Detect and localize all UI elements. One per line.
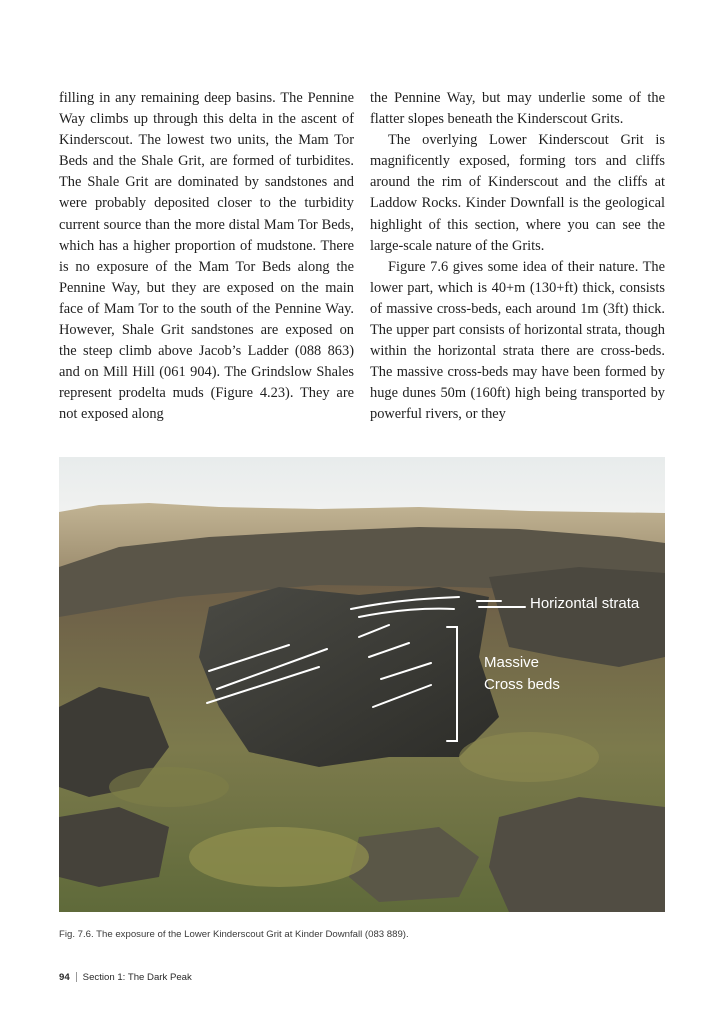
- figure-photo-kinder-downfall: [59, 457, 665, 912]
- figure-caption: Fig. 7.6. The exposure of the Lower Kinderscout Grit at Kinder Downfall (083 889).: [59, 929, 409, 940]
- lower-right-rocks: [489, 797, 665, 912]
- paragraph: the Pennine Way, but may underlie some of the flatter slopes beneath the Kinderscout Grits.: [370, 90, 665, 128]
- right-text-column: [370, 88, 665, 426]
- grass-patch: [189, 827, 369, 887]
- paragraph: Figure 7.6 gives some idea of their nature. The lower part, which is 40+m (130+ft) thick, consists of massive cross-beds, each around 1m (3ft) thick. The upper part consists of horizontal strata, though within the horizontal strata there are cross-beds. The massive cross-beds may have been formed by huge dunes 50m (160ft) high being transported by powerful rivers, or they: [370, 258, 665, 423]
- page-number: 94: [59, 972, 70, 983]
- paragraph: The overlying Lower Kinderscout Grit is magnificently exposed, forming tors and cliffs around the rim of Kinderscout and the cliffs at Laddow Rocks. Kinder Downfall is the geological highlight of this section, where you can see the large-scale nature of the Grits.: [370, 132, 665, 254]
- label-massive: Massive: [484, 654, 540, 671]
- page-footer: [59, 972, 192, 983]
- section-title: Section 1: The Dark Peak: [82, 972, 192, 983]
- label-cross-beds: Cross beds: [484, 676, 560, 693]
- footer-divider: [76, 972, 77, 982]
- label-horizontal-strata: Horizontal strata: [530, 595, 640, 612]
- grass-patch: [459, 732, 599, 782]
- paragraph: filling in any remaining deep basins. The Pennine Way climbs up through this delta in the ascent of Kinderscout. The lowest two units, the Mam Tor Beds and the Shale Grit, are formed of turbidites. The Shale Grit are dominated by sandstones and were probably deposited closer to the turbidity current source than the more distal Mam Tor Beds, which has a higher proportion of mudstone. There is no exposure of the Mam Tor Beds along the Pennine Way, but they are exposed on the main face of Mam Tor to the south of the Pennine Way. However, Shale Grit sandstones are exposed on the steep climb above Jacob’s Ladder (088 863) and on Mill Hill (061 904). The Grindslow Shales represent prodelta muds (Figure 4.23). They are not exposed along: [59, 90, 354, 423]
- left-text-column: [59, 88, 354, 426]
- grass-patch: [109, 767, 229, 807]
